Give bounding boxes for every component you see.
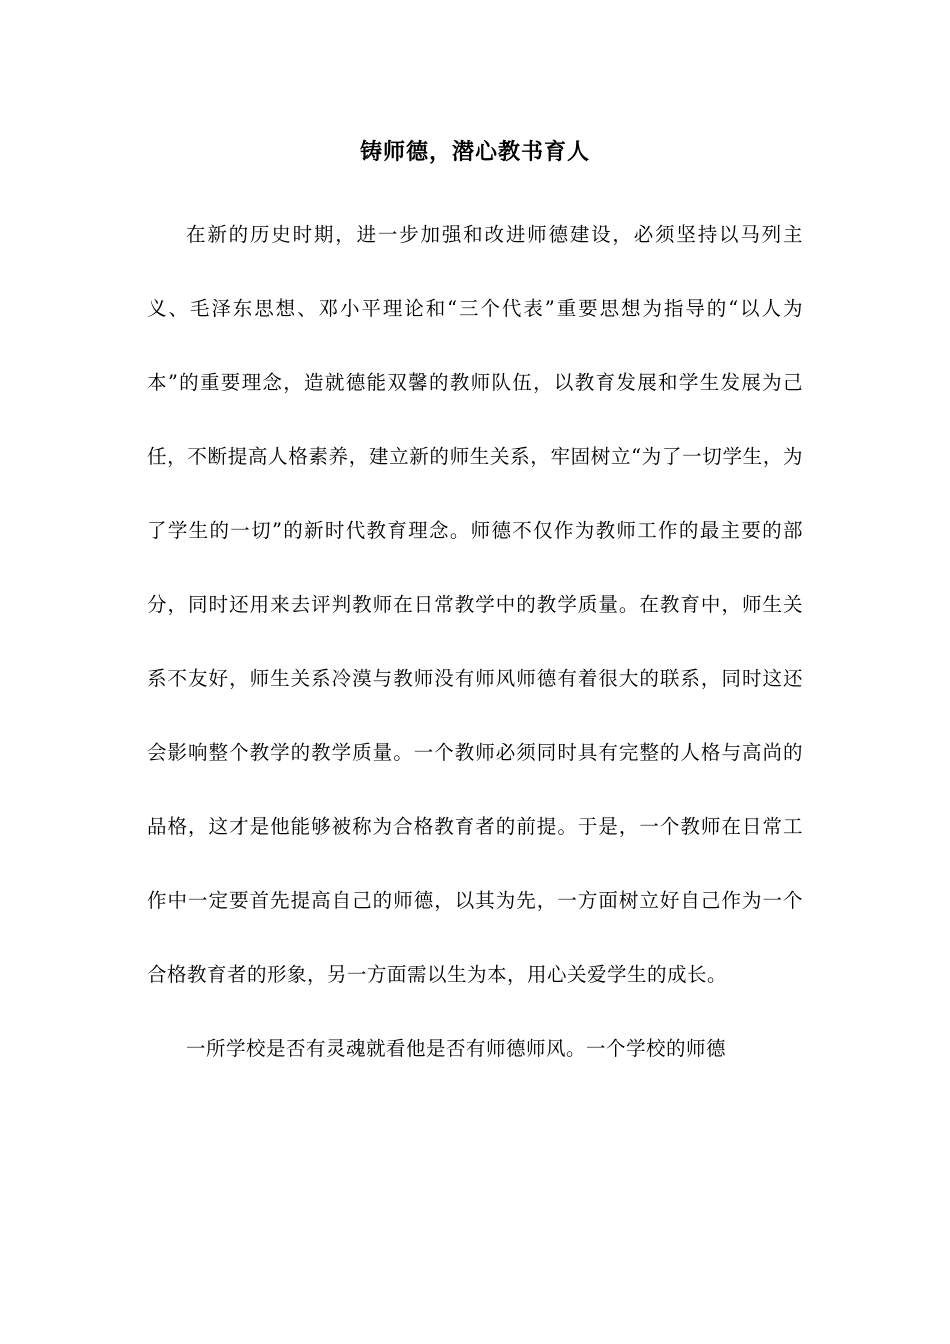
document-body (147, 198, 803, 1086)
paragraph-2: 一所学校是否有灵魂就看他是否有师德师风。一个学校的师德 (186, 1037, 727, 1060)
paragraph-1: 在新的历史时期，进一步加强和改进师德建设，必须坚持以马列主义、毛泽东思想、邓小平理论和“三个代表”重要思想为指导的“以人为本”的重要理念，造就德能双馨的教师队伍，以教育发展和学生发展为己任，不断提高人格素养，建立新的师生关系，牢固树立“为了一切学生，为了学生的一切”的新时代教育理念。师德不仅作为教师工作的最主要的部分，同时还用来去评判教师在日常教学中的教学质量。在教育中，师生关系不友好，师生关系冷漠与教师没有师风师德有着很大的联系，同时这还会影响整个教学的教学质量。一个教师必须同时具有完整的人格与高尚的品格，这才是他能够被称为合格教育者的前提。于是，一个教师在日常工作中一定要首先提高自己的师德，以其为先，一方面树立好自己作为一个合格教育者的形象，另一方面需以生为本，用心关爱学生的成长。 (147, 223, 803, 986)
document-title: 铸师德，潜心教书育人 (359, 139, 590, 165)
